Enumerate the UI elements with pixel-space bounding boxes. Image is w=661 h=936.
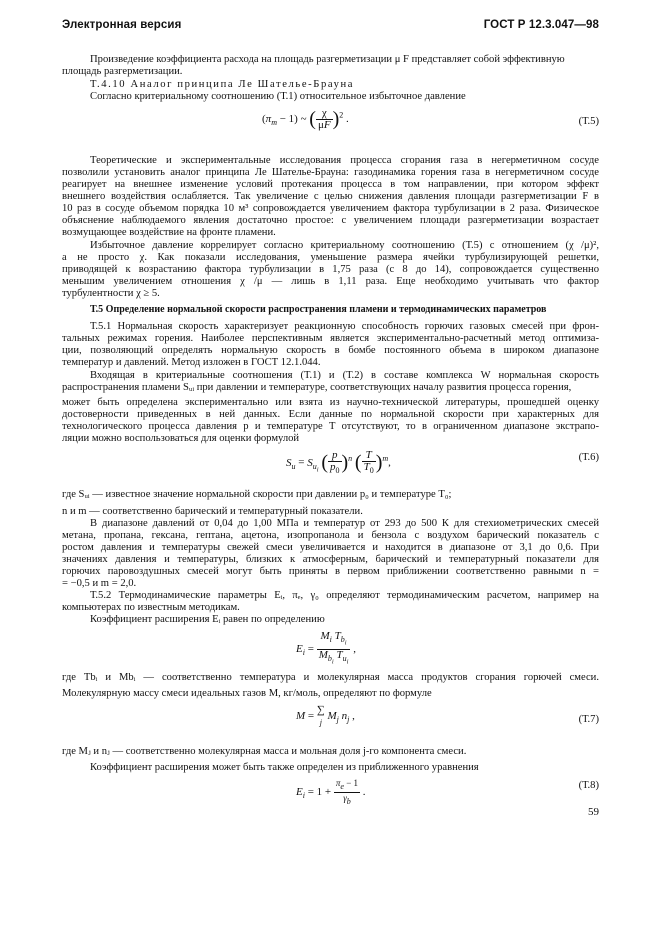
equation-t8: $E_i = 1$ + $\frac{\pi_e - 1}{\gamma_b}$ . xyxy=(296,778,366,806)
text-line: температур и давлений. Метод изложен в ГОСТ 12.1.044. xyxy=(62,357,321,368)
equation-number: (Т.6) xyxy=(578,452,599,463)
equation-number: (Т.7) xyxy=(578,714,599,725)
text-line: Молекулярную массу смеси идеальных газов M, кг/моль, определяют по формуле xyxy=(62,688,432,699)
text-line: площадь разгерметизации. xyxy=(62,66,183,77)
text-line: где Tbᵢ и Mbᵢ — соответственно температура и молекулярная масса продуктов сгорания горючей смеси. xyxy=(62,672,599,683)
text-line: Произведение коэффициента расхода на площадь разгерметизации μ F представляет собой эффективную xyxy=(90,54,565,65)
text-line: Коэффициент расширения Eᵢ равен по определению xyxy=(90,614,325,625)
text-line: ции, позволяющий определять нормальную скорость в бомбе постоянного объема в широком диапазоне xyxy=(62,345,599,356)
equation-number: (Т.5) xyxy=(578,116,599,127)
equation-t6: $S_u = S_{u_i}$ ( $\frac{p}{p_0}$ )$^n$ ( $\frac{T}{T_0}$ )$^m$, xyxy=(286,449,391,476)
text-line: может быть определена экспериментально или взята из научно-технической литературы, прошедшей оценку xyxy=(62,397,599,408)
equation-number: (Т.8) xyxy=(578,780,599,791)
text-line: Согласно критериальному соотношению (Т.1) относительное избыточное давление xyxy=(90,91,466,102)
text-line: Избыточное давление коррелирует согласно критериальному соотношению (Т.5) с отношением (χ /μ)², xyxy=(90,240,599,251)
text-line: n и m — соответственно барический и температурный показатели. xyxy=(62,506,363,517)
text-line: объяснение наблюдаемого явления достаточно простое: с увеличением площади разгерметизации возрастает xyxy=(62,215,599,226)
text-line: распространения пламени Sᵤᵢ при давлении и температуре, соответствующих началу развития процесса горения, xyxy=(62,382,572,393)
text-line: ляции можно воспользоваться для оценки формулой xyxy=(62,433,300,444)
text-line: возмущающее воздействие на фронте пламени. xyxy=(62,227,276,238)
equation-ei-definition: $E_i$ = $\frac{M_i T_{b_i}}{M_{b_i} T_{u_i}}$ , xyxy=(296,630,356,666)
header-standard-code: ГОСТ Р 12.3.047—98 xyxy=(483,19,599,31)
text-line: значениях давления и температуры, близких к атмосферным, барический и температурный показатели для xyxy=(62,554,599,565)
text-line: В диапазоне давлений от 0,04 до 1,00 МПа и температур от 293 до 500 К для стехиометрических смесей xyxy=(90,518,599,529)
text-line: позволили установить аналог принципа Ле Шателье-Брауна: газодинамика горения газа в негерметичном сосуде xyxy=(62,167,599,178)
text-line: метана, пропана, гексана, гептана, ацетона, изопропанола и бензола с воздухом барический показатель с xyxy=(62,530,599,541)
text-line: Коэффициент расширения может быть также определен из приближенного уравнения xyxy=(90,762,479,773)
text-line: Т.5.1 Нормальная скорость характеризует реакционную способность горючих газовых смесей при фрон- xyxy=(90,321,599,332)
text-line: внешнего воздействия ослабляется. Так увеличение с целью снижения давления площади разгерметизации F в xyxy=(62,191,599,202)
text-line: тальных режимах горения. Наиболее перспективным является экспериментально-расчетный метод оптимиза- xyxy=(62,333,599,344)
equation-t7: M = ∑ j $M_j$ $n_j$ , xyxy=(296,704,355,727)
text-line: а не просто χ. Как показали исследования, уменьшение размера ячейки турбулизирующей решетки, xyxy=(62,252,599,263)
text-line: 10 раз в сосуде объемом порядка 10 м³ сопровождается увеличением фактора турбулизации в 2 раза. Физическое xyxy=(62,203,599,214)
text-line: где Sᵤᵢ — известное значение нормальной скорости при давлении p₀ и температуре T₀; xyxy=(62,489,452,500)
text-line: Теоретические и экспериментальные исследования процесса сгорания газа в негерметичном сосуде xyxy=(90,155,599,166)
text-line: достоверности приведенных в ней данных. Если данные по нормальной скорости при характерных для xyxy=(62,409,599,420)
header-edition: Электронная версия xyxy=(62,19,182,31)
text-line: реагирует на внешнее изменение условий протекания процесса в том направлении, при котором эффект xyxy=(62,179,599,190)
text-line: = −0,5 и m = 2,0. xyxy=(62,578,137,589)
text-line: Входящая в критериальные соотношения (Т.1) и (Т.2) в составе комплекса W нормальная скорость xyxy=(90,370,599,381)
text-line: где Mⱼ и nⱼ — соответственно молекулярная масса и мольная доля j-го компонента смеси. xyxy=(62,746,467,757)
text-line: горючих паровоздушных смесей могут быть приняты в первом приближении соответственно равными n = xyxy=(62,566,599,577)
text-line: турбулентности χ ≥ 5. xyxy=(62,288,160,299)
subsection-heading: Т.4.10 Аналог принципа Ле Шателье-Брауна xyxy=(90,79,355,90)
text-line: меньшим увеличением отношения χ /μ — лишь в 1,11 раза. Еще необходимо учитывать что фактор xyxy=(62,276,599,287)
text-line: приводящей к возрастанию фактора турбулизации в 1,75 раза (с 8 до 14), сопровождается существенно xyxy=(62,264,599,275)
page-number: 59 xyxy=(588,806,599,818)
section-heading: Т.5 Определение нормальной скорости распространения пламени и термодинамических параметров xyxy=(90,304,547,315)
text-line: ростом давления и температуры свежей смеси увеличивается и находится в диапазоне от 3,1 до 0,6. При xyxy=(62,542,599,553)
equation-t5: $(\pi_m - 1)$ ~ ( $\frac{\chi}{\mu F}$ )$^2$ . xyxy=(262,107,349,131)
text-line: Т.5.2 Термодинамические параметры Eᵢ, πₑ, γ₀ определяют термодинамическим расчетом, например на xyxy=(90,590,599,601)
text-line: технологического процесса давления p и температуре T отсутствуют, то в ограниченном диапазоне экстрапо- xyxy=(62,421,599,432)
text-line: компьютерах по известным методикам. xyxy=(62,602,240,613)
